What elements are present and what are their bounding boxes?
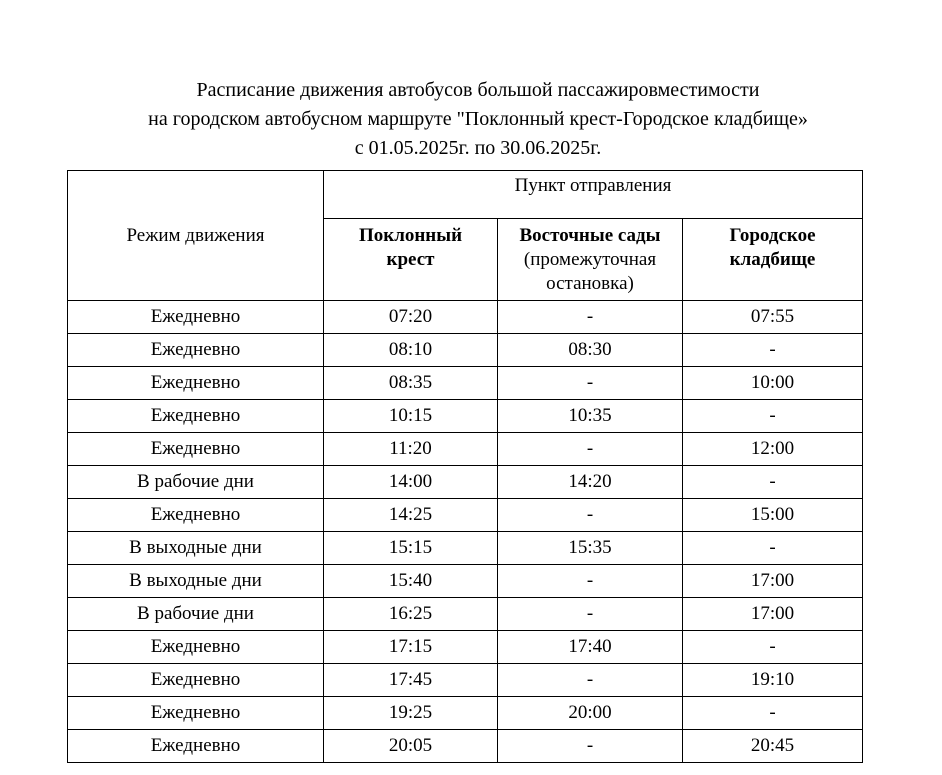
table-row (68, 697, 863, 730)
time-cell-vostochnye-sady: 08:30 (498, 334, 683, 367)
time-cell-vostochnye-sady: 20:00 (498, 697, 683, 730)
time-cell-gorodskoe-kladbishche: 20:45 (683, 730, 863, 763)
mode-cell: Ежедневно (68, 400, 324, 433)
stop-header-c-line2: кладбище (729, 249, 816, 270)
time-cell-poklonny-krest: 19:25 (324, 697, 498, 730)
time-cell-vostochnye-sady: - (498, 499, 683, 532)
mode-cell: Ежедневно (68, 367, 324, 400)
stop-header-b-note1: (промежуточная (523, 249, 657, 270)
table-row (68, 631, 863, 664)
time-cell-poklonny-krest: 08:10 (324, 334, 498, 367)
time-cell-vostochnye-sady: 10:35 (498, 400, 683, 433)
time-cell-gorodskoe-kladbishche: 15:00 (683, 499, 863, 532)
time-cell-vostochnye-sady: 15:35 (498, 532, 683, 565)
time-cell-poklonny-krest: 17:45 (324, 664, 498, 697)
table-row (68, 400, 863, 433)
departure-point-header: Пункт отправления (324, 171, 863, 219)
time-cell-gorodskoe-kladbishche: - (683, 631, 863, 664)
time-cell-vostochnye-sady: - (498, 598, 683, 631)
table-row (68, 367, 863, 400)
table-row (68, 664, 863, 697)
table-row (68, 466, 863, 499)
table-row (68, 532, 863, 565)
stop-header-poklonny-krest (324, 219, 498, 301)
time-cell-gorodskoe-kladbishche: 12:00 (683, 433, 863, 466)
time-cell-vostochnye-sady: - (498, 433, 683, 466)
time-cell-poklonny-krest: 16:25 (324, 598, 498, 631)
time-cell-poklonny-krest: 07:20 (324, 301, 498, 334)
table-row (68, 499, 863, 532)
time-cell-gorodskoe-kladbishche: - (683, 532, 863, 565)
time-cell-poklonny-krest: 14:00 (324, 466, 498, 499)
mode-cell: Ежедневно (68, 499, 324, 532)
schedule-body (68, 301, 863, 763)
header-row-top (68, 171, 863, 219)
time-cell-poklonny-krest: 15:15 (324, 532, 498, 565)
time-cell-vostochnye-sady: - (498, 301, 683, 334)
stop-header-a-line1: Поклонный (358, 225, 463, 246)
time-cell-gorodskoe-kladbishche: - (683, 466, 863, 499)
schedule-table (67, 170, 863, 763)
table-row (68, 433, 863, 466)
stop-header-a-line2: крест (386, 249, 435, 270)
mode-cell: Ежедневно (68, 301, 324, 334)
table-row (68, 598, 863, 631)
time-cell-poklonny-krest: 11:20 (324, 433, 498, 466)
time-cell-poklonny-krest: 10:15 (324, 400, 498, 433)
table-row (68, 730, 863, 763)
document-title (0, 76, 942, 163)
mode-cell: Ежедневно (68, 664, 324, 697)
title-line-1: Расписание движения автобусов большой пассажировместимости (196, 79, 760, 101)
title-line-2: на городском автобусном маршруте "Поклонный крест-Городское кладбище» (148, 108, 808, 130)
stop-header-vostochnye-sady (498, 219, 683, 301)
mode-cell: В рабочие дни (68, 466, 324, 499)
time-cell-gorodskoe-kladbishche: - (683, 400, 863, 433)
mode-cell: В выходные дни (68, 532, 324, 565)
stop-header-b-note2: остановка) (546, 273, 634, 294)
time-cell-vostochnye-sady: - (498, 730, 683, 763)
stop-header-b-line1: Восточные сады (519, 225, 661, 246)
time-cell-vostochnye-sady: - (498, 367, 683, 400)
time-cell-vostochnye-sady: 14:20 (498, 466, 683, 499)
mode-column-header: Режим движения (68, 171, 324, 301)
mode-cell: В выходные дни (68, 565, 324, 598)
time-cell-gorodskoe-kladbishche: - (683, 697, 863, 730)
mode-cell: Ежедневно (68, 433, 324, 466)
time-cell-poklonny-krest: 17:15 (324, 631, 498, 664)
time-cell-vostochnye-sady: - (498, 664, 683, 697)
time-cell-gorodskoe-kladbishche: 10:00 (683, 367, 863, 400)
time-cell-vostochnye-sady: 17:40 (498, 631, 683, 664)
time-cell-gorodskoe-kladbishche: 17:00 (683, 598, 863, 631)
time-cell-gorodskoe-kladbishche: 17:00 (683, 565, 863, 598)
mode-cell: В рабочие дни (68, 598, 324, 631)
mode-cell: Ежедневно (68, 631, 324, 664)
table-row (68, 565, 863, 598)
time-cell-poklonny-krest: 14:25 (324, 499, 498, 532)
table-row (68, 301, 863, 334)
time-cell-gorodskoe-kladbishche: 19:10 (683, 664, 863, 697)
time-cell-vostochnye-sady: - (498, 565, 683, 598)
time-cell-gorodskoe-kladbishche: 07:55 (683, 301, 863, 334)
time-cell-poklonny-krest: 08:35 (324, 367, 498, 400)
stop-header-c-line1: Городское (729, 225, 816, 246)
title-line-3: с 01.05.2025г. по 30.06.2025г. (354, 137, 602, 159)
mode-cell: Ежедневно (68, 697, 324, 730)
time-cell-gorodskoe-kladbishche: - (683, 334, 863, 367)
mode-cell: Ежедневно (68, 334, 324, 367)
time-cell-poklonny-krest: 20:05 (324, 730, 498, 763)
stop-header-gorodskoe-kladbishche (683, 219, 863, 301)
mode-cell: Ежедневно (68, 730, 324, 763)
time-cell-poklonny-krest: 15:40 (324, 565, 498, 598)
table-row (68, 334, 863, 367)
